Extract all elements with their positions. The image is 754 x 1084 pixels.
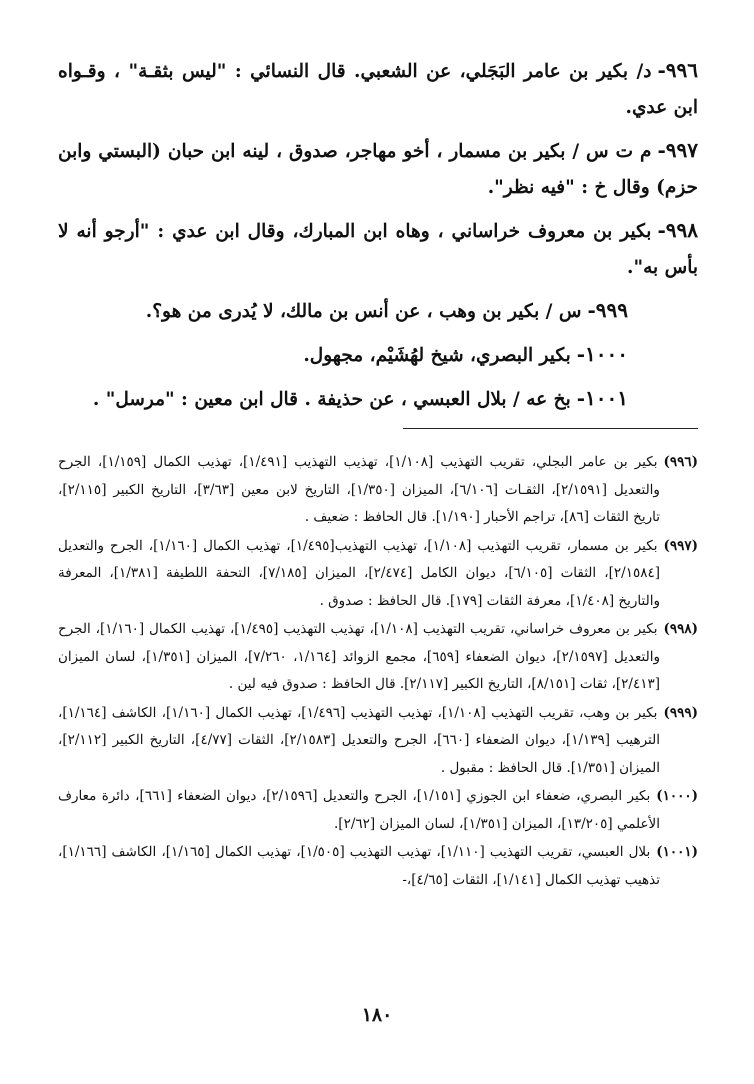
entry-text: س / بكير بن وهب ، عن أنس بن مالك، لا يُدرى من هو؟. <box>145 301 582 322</box>
entry-number: ٩٩٩- <box>587 298 628 322</box>
entry-text: بخ عه / بلال العبسي ، عن حذيفة . قال ابن معين : "مرسل" . <box>92 389 571 410</box>
entry-996 <box>58 52 698 126</box>
footnote-number: (٩٩٩) <box>663 704 698 721</box>
footnote-number: (١٠٠٠) <box>656 788 699 804</box>
footnote-1000 <box>58 783 698 838</box>
footnote-997 <box>58 533 698 616</box>
entry-number: ٩٩٦- <box>657 58 698 82</box>
footnote-text: بكير بن مسمار، تقريب التهذيب [١/١٠٨]، تهذيب التهذيب[١/٤٩٥]، تهذيب الكمال [١/١٦٠]، الجرح والتعديل [٢/١٥٨٤]، الثقات [٦/١٠٥]، ديوان الكامل [٢/٤٧٤]، الميزان [٧/١٨٥]، التحفة اللطيفة [١/٣٨١]، المعرفة والتاريخ [١/٤٠٨]، معرفة الثقات [١٧٩]. قال الحافظ : صدوق . <box>58 537 660 609</box>
entry-number: ١٠٠١- <box>576 386 628 410</box>
footnote-number: (٩٩٧) <box>663 537 698 554</box>
entry-1001 <box>58 380 698 418</box>
entry-number: ٩٩٨- <box>657 218 698 242</box>
entries-list <box>58 52 698 418</box>
footnote-text: بكير بن معروف خراساني، تقريب التهذيب [١/١٠٨]، تهذيب التهذيب [١/٤٩٥]، تهذيب الكمال [١/١٦٠]، الجرح والتعديل [٢/١٥٩٧]، ديوان الضعفاء [٦٥٩]، مجمع الزوائد [١/١٦٤، ٧/٢٦٠]، الميزان [١/٣٥١]، لسان الميزان [٢/٤١٣]، ثقات [٨/١٥١]، التاريخ الكبير [٢/١١٧]. قال الحافظ : صدوق فيه لين . <box>58 621 660 692</box>
footnotes-list <box>58 449 698 894</box>
footnote-999 <box>58 700 698 783</box>
entry-text: بكير البصري، شيخ لهُشَيْم، مجهول. <box>303 345 571 366</box>
footnote-text: بكير بن عامر البجلي، تقريب التهذيب [١/١٠٨]، تهذيب التهذيب [١/٤٩١]، تهذيب الكمال [١/١٥٩]، الجرح والتعديل [٢/١٥٩١]، الثقـات [٦/١٠٦]، الميزان [١/٣٥٠]، التاريخ لابن معين [٣/٦٣]، التاريخ الكبير [٢/١١٥]، تاريخ الثقات [٨٦]، تراجم الأحبار [١/١٩٠]. قال الحافظ : ضعيف . <box>58 454 660 525</box>
page-number: ١٨٠ <box>361 1004 393 1026</box>
entry-998 <box>58 212 698 286</box>
entry-999 <box>58 292 698 330</box>
footnote-number: (١٠٠١) <box>656 844 699 860</box>
footnote-number: (٩٩٦) <box>663 454 698 470</box>
page-content <box>58 52 698 895</box>
entry-text: د/ بكير بن عامر البَجَلي، عن الشعبي. قال النسائي : "ليس بثقـة" ، وقـواه ابن عدي. <box>58 61 698 118</box>
entry-number: ١٠٠٠- <box>576 342 628 366</box>
entry-text: بكير بن معروف خراساني ، وهاه ابن المبارك، وقال ابن عدي : "أرجو أنه لا بأس به". <box>58 221 698 278</box>
footnote-998 <box>58 616 698 699</box>
entry-number: ٩٩٧- <box>657 138 698 162</box>
entry-1000 <box>58 336 698 374</box>
footnote-divider <box>403 428 698 429</box>
footnote-text: بكير بن وهب، تقريب التهذيب [١/١٠٨]، تهذيب التهذيب [١/٤٩٦]، تهذيب الكمال [١/١٦٠]، الكاشف [١/١٦٤]، الترهيب [١/١٣٩]، ديوان الضعفاء [٦٦٠]، الجرح والتعديل [٢/١٥٨٣]، الثقات [٤/٧٧]، التاريخ الكبير [٢/١١٢]، الميزان [١/٣٥١]. قال الحافظ : مقبول . <box>58 704 660 776</box>
footnote-text: بلال العبسي، تقريب التهذيب [١/١١٠]، تهذيب التهذيب [١/٥٠٥]، تهذيب الكمال [١/١٦٥]، الكاشف [١/١٦٦]، تذهيب تهذيب الكمال [١/١٤١]، الثقات [٤/٦٥]،- <box>58 844 660 888</box>
footnote-996 <box>58 449 698 532</box>
footnote-number: (٩٩٨) <box>663 621 699 637</box>
footnote-text: بكير البصري، ضعفاء ابن الجوزي [١/١٥١]، الجرح والتعديل [٢/١٥٩٦]، ديوان الضعفاء [٦٦١]، دائرة معارف الأعلمي [١٣/٢٠٥]، الميزان [١/٣٥١]، لسان الميزان [٢/٦٢]. <box>58 788 660 832</box>
footnote-1001 <box>58 839 698 894</box>
entry-997 <box>58 132 698 206</box>
entry-text: م ت س / بكير بن مسمار ، أخو مهاجر، صدوق ، لينه ابن حبان (البستي وابن حزم) وقال خ : "فيه نظر". <box>58 141 698 198</box>
